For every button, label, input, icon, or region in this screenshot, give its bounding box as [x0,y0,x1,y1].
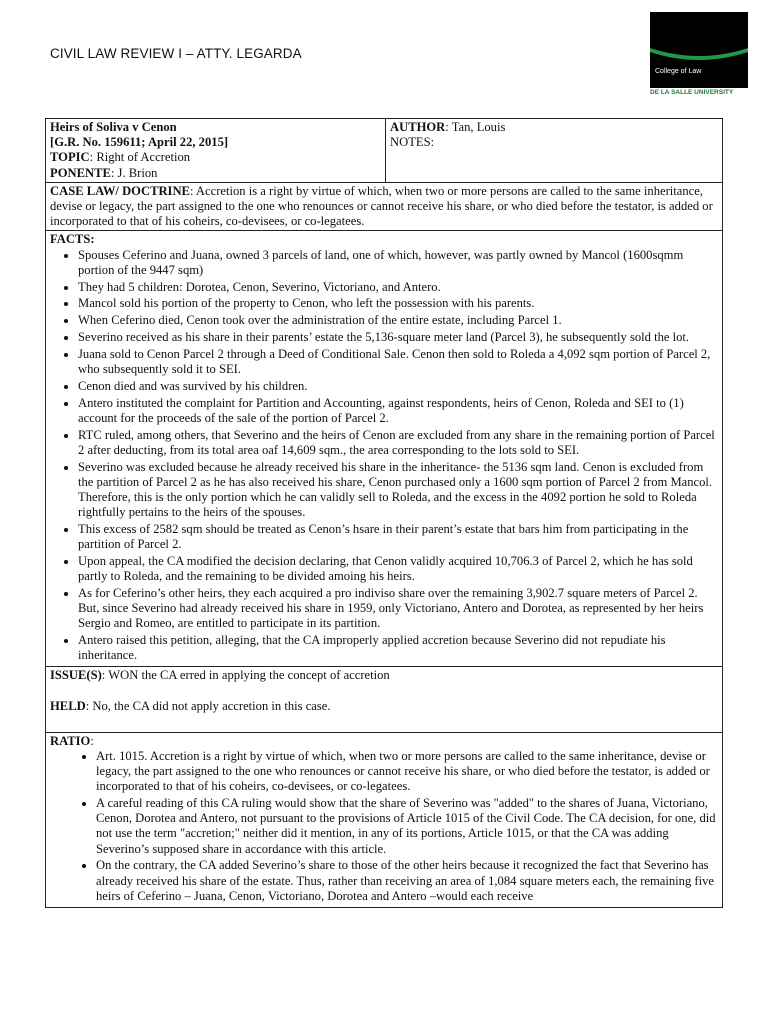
list-item: • This excess of 2582 sqm should be treated as Cenon’s hsare in their parent’s estate that bars him from participating in the partition of Parcel 2. [78,522,718,552]
list-item: • A careful reading of this CA ruling would show that the share of Severino was "added" to the shares of Juana, Victoriano, Cenon, Dorotea and Antero, not pursuant to the provisions of Article 1015 of the Civil Code. The CA decision, for one, did not use the term "accretion;" neither did it mention, in any of its portions, Article 1015, or that the CA was adding Severino’s supposed share in accordance with this article. [96,796,718,857]
list-item: • Severino was excluded because he already received his share in the inheritance- the 5136 sqm land. Cenon is excluded from the partition of Parcel 2 as he has also received his share, Cenon purchased only a 1600 sqm portion of Parcel 2 from Mancol. Therefore, this is the only portion which he can validly sell to Roleda, and the excess in the 4092 portion he sold to Roleda rightfully pertains to the heirs of the spouses. [78,460,718,521]
doctrine-label: CASE LAW/ DOCTRINE [50,183,190,198]
topic-value: : Right of Accretion [89,150,191,165]
case-digest-table [45,118,723,908]
list-item: • They had 5 children: Dorotea, Cenon, Severino, Victoriano, and Antero. [78,280,718,295]
facts-list [50,248,718,664]
ratio-label: RATIO [50,733,91,748]
issue-held-cell [46,667,723,732]
issue-held-row [46,667,723,732]
list-item: • Art. 1015. Accretion is a right by virtue of which, when two or more persons are called to the same inheritance, devise or legacy, the part assigned to the one who renounces or cannot receive his share, or who died before the testator, is added or incorporated to that of his coheirs, co-devisees, or co-legatees. [96,749,718,795]
ponente-label: PONENTE [50,165,111,180]
logo-arc-icon [650,46,748,62]
list-item: • Antero instituted the complaint for Partition and Accounting, against respondents, heirs of Cenon, Roleda and SEI to (1) account for the proceeds of the sale of the portion of Parcel 2. [78,396,718,426]
author-cell [386,119,723,183]
facts-cell [46,231,723,667]
list-item: • Antero raised this petition, alleging, that the CA improperly applied accretion because Severino did not repudiate his inheritance. [78,633,718,663]
doctrine-row [46,182,723,231]
case-header-row [46,119,723,183]
facts-row [46,231,723,667]
held-text: : No, the CA did not apply accretion in this case. [85,699,331,714]
issue-label: ISSUE(S) [50,668,102,683]
list-item: • Severino received as his share in their parents’ estate the 5,136-square meter land (Parcel 3), he subsequently sold the lot. [78,330,718,345]
doctrine-text: : Accretion is a right by virtue of which, when two or more persons are called to the same inheritance, devise or legacy, the part assigned to the one who renounces or cannot receive his share, or who died before the testator, is added or incorporated to that of his coheirs, co-devisees, or co-legatees. [50,183,713,229]
list-item: • Juana sold to Cenon Parcel 2 through a Deed of Conditional Sale. Cenon then sold to Roleda a 4,092 sqm portion of Parcel 2, who subsequently sold it to SEI. [78,347,718,377]
facts-label: FACTS: [50,232,95,247]
ratio-colon: : [90,733,94,748]
issue-text: : WON the CA erred in applying the concept of accretion [101,668,390,683]
case-title: Heirs of Soliva v Cenon [50,120,177,134]
ponente-value: : J. Brion [110,165,158,180]
doctrine-cell [46,182,723,231]
topic-label: TOPIC [50,150,90,165]
held-label: HELD [50,699,86,714]
notes-label: NOTES: [390,135,435,150]
logo-college-name: College of Law [655,68,702,75]
author-label: AUTHOR [390,120,446,134]
list-item: • As for Ceferino’s other heirs, they each acquired a pro indiviso share over the remaining 3,902.7 square meters of Parcel 2. But, since Severino had already received his share in 1959, only Victoriano, Antero and Dorotea, as represented by her heirs Sergio and Romeo, are entitled to participate in its partition. [78,586,718,632]
case-citation: [G.R. No. 159611; April 22, 2015] [50,135,229,150]
list-item: • When Ceferino died, Cenon took over the administration of the entire estate, including Parcel 1. [78,313,718,328]
ratio-list [50,749,718,904]
author-value: : Tan, Louis [445,120,506,134]
list-item: • Spouses Ceferino and Juana, owned 3 parcels of land, one of which, however, was partly owned by Mancol (1600sqmm portion of the 9447 sqm) [78,248,718,278]
logo-subtitle: DE LA SALLE UNIVERSITY [650,89,734,96]
list-item: • RTC ruled, among others, that Severino and the heirs of Cenon are excluded from any share in the remaining portion of Parcel 2 after deducting, from its total area oaf 14,609 sqm., the area corresponding to the lots sold to SEI. [78,428,718,458]
ratio-cell [46,732,723,907]
ratio-row [46,732,723,907]
college-logo [650,12,748,88]
document-header: CIVIL LAW REVIEW I – ATTY. LEGARDA [50,46,302,61]
list-item: • On the contrary, the CA added Severino’s share to those of the other heirs because it recognized the fact that Severino has already received his share of the estate. Thus, rather than receiving an area of 1,084 square meters each, the remaining five heirs of Ceferino – Juana, Cenon, Victoriano, Dorotea and Antero –would each receive [96,858,718,904]
list-item: • Mancol sold his portion of the property to Cenon, who left the possession with his parents. [78,296,718,311]
list-item: • Upon appeal, the CA modified the decision declaring, that Cenon validly acquired 10,706.3 of Parcel 2, which he has sold partly to Roleda, and the remaining to be divided amoing his heirs. [78,554,718,584]
case-info-cell [46,119,386,183]
list-item: • Cenon died and was survived by his children. [78,379,718,394]
